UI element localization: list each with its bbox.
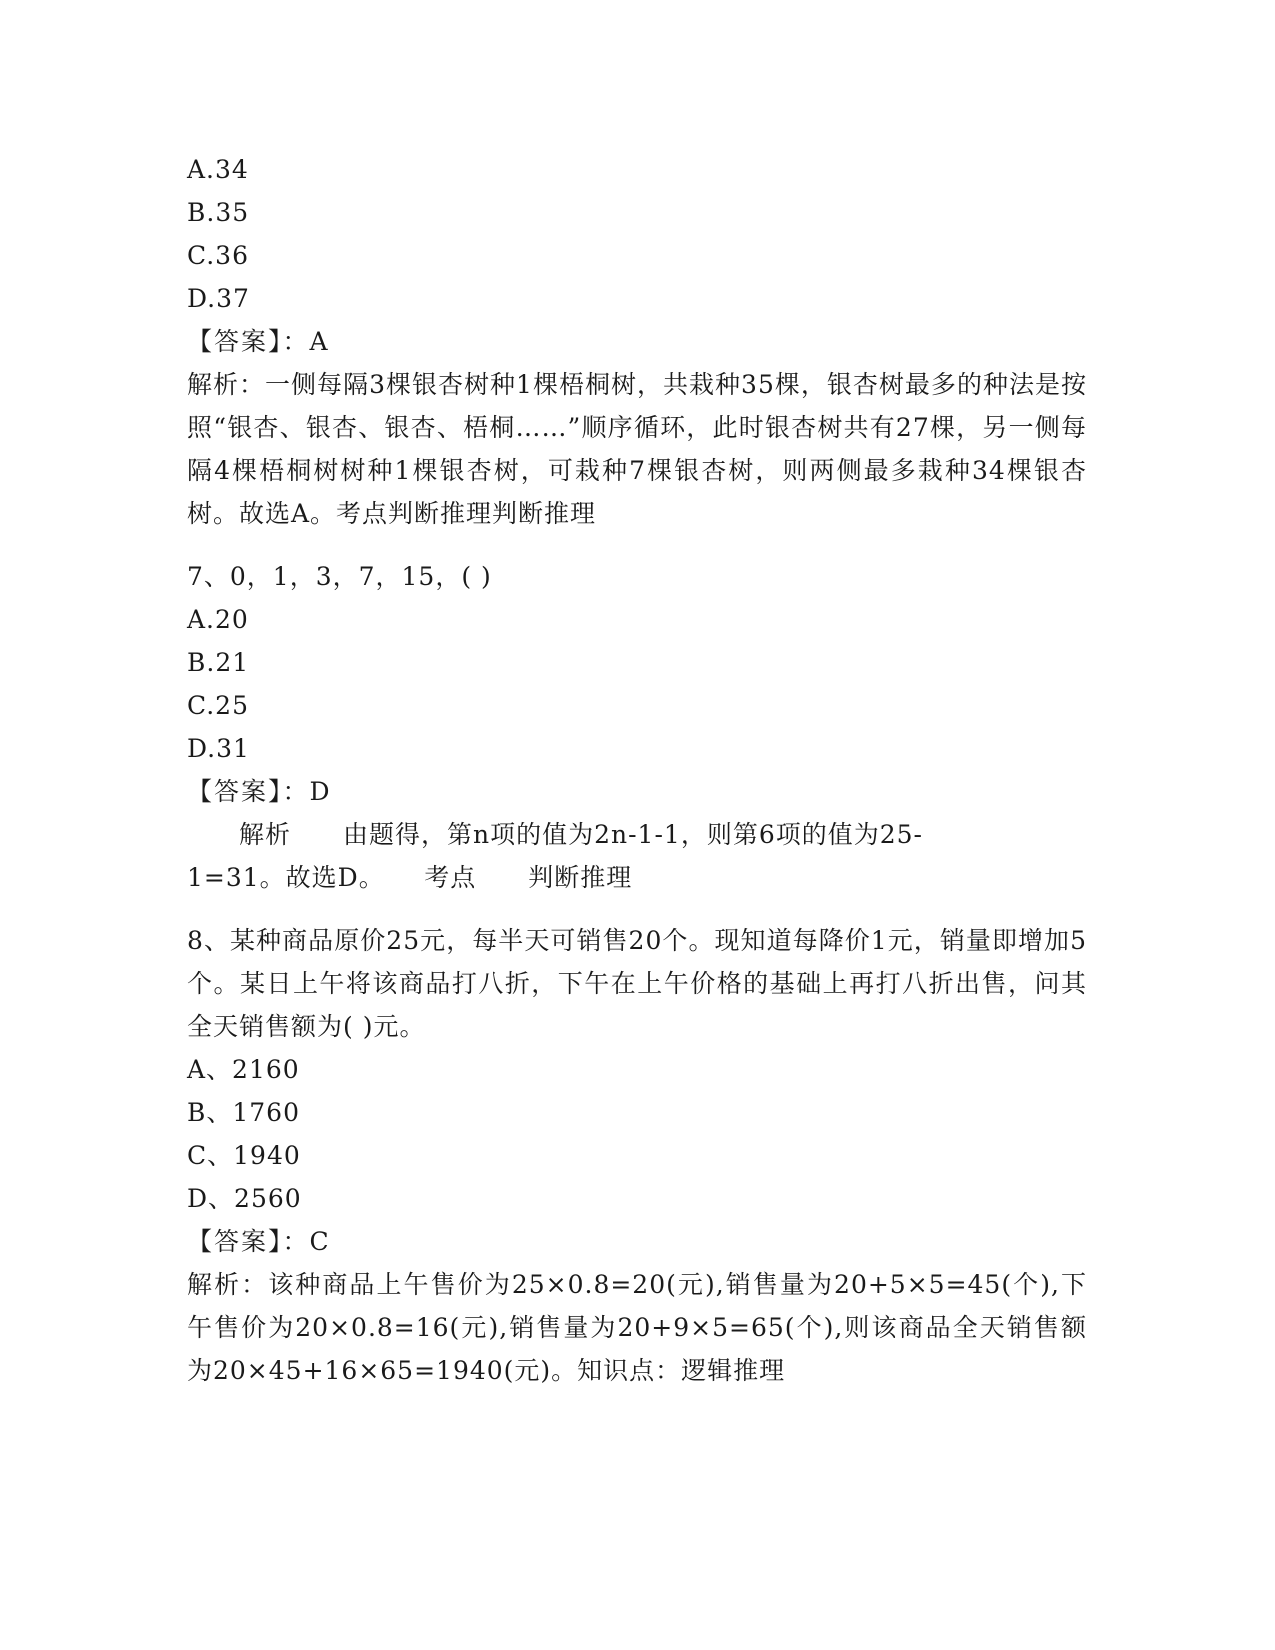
answer-line bbox=[187, 1220, 1087, 1263]
option-a: A.34 bbox=[187, 155, 249, 184]
explanation: 解析：一侧每隔3棵银杏树种1棵梧桐树，共栽种35棵，银杏树最多的种法是按照“银杏、银杏、银杏、梧桐……”顺序循环，此时银杏树共有27棵，另一侧每隔4棵梧桐树树种1棵银杏树，可栽种7棵银杏树，则两侧最多栽种34棵银杏树。故选A。考点判断推理判断推理 bbox=[187, 370, 1087, 528]
answer-value: C bbox=[309, 1227, 330, 1256]
page-content bbox=[187, 148, 1087, 1392]
option-b: B.21 bbox=[187, 648, 250, 677]
answer-value: A bbox=[309, 327, 329, 356]
explanation-line-1: 解析 由题得，第n项的值为2n-1-1，则第6项的值为25- bbox=[187, 820, 923, 849]
answer-line bbox=[187, 770, 1087, 813]
option-c: C.36 bbox=[187, 241, 249, 270]
explanation: 解析：该种商品上午售价为25×0.8=20(元),销售量为20+5×5=45(个),下午售价为20×0.8=16(元),销售量为20+9×5=65(个),则该商品全天销售额为20×45+16×65=1940(元)。知识点：逻辑推理 bbox=[187, 1270, 1087, 1385]
option-a: A、2160 bbox=[187, 1055, 300, 1084]
option-b: B.35 bbox=[187, 198, 250, 227]
question-text: 7、0，1，3，7，15，( ) bbox=[187, 562, 492, 591]
option-b: B、1760 bbox=[187, 1098, 300, 1127]
explanation-line-2: 1=31。故选D。 考点 判断推理 bbox=[187, 863, 633, 892]
option-d: D、2560 bbox=[187, 1184, 302, 1213]
answer-label: 【答案】： bbox=[187, 1227, 310, 1256]
answer-line bbox=[187, 320, 1087, 363]
answer-label: 【答案】： bbox=[187, 777, 310, 806]
option-d: D.37 bbox=[187, 284, 250, 313]
answer-label: 【答案】： bbox=[187, 327, 310, 356]
question-7-block bbox=[187, 555, 1087, 899]
option-a: A.20 bbox=[187, 605, 249, 634]
question-8-block bbox=[187, 919, 1087, 1392]
option-c: C、1940 bbox=[187, 1141, 301, 1170]
option-d: D.31 bbox=[187, 734, 250, 763]
answer-value: D bbox=[309, 777, 331, 806]
option-c: C.25 bbox=[187, 691, 249, 720]
question-6-block bbox=[187, 148, 1087, 535]
question-text: 8、某种商品原价25元，每半天可销售20个。现知道每降价1元，销量即增加5个。某日上午将该商品打八折，下午在上午价格的基础上再打八折出售，问其全天销售额为( )元。 bbox=[187, 926, 1087, 1041]
